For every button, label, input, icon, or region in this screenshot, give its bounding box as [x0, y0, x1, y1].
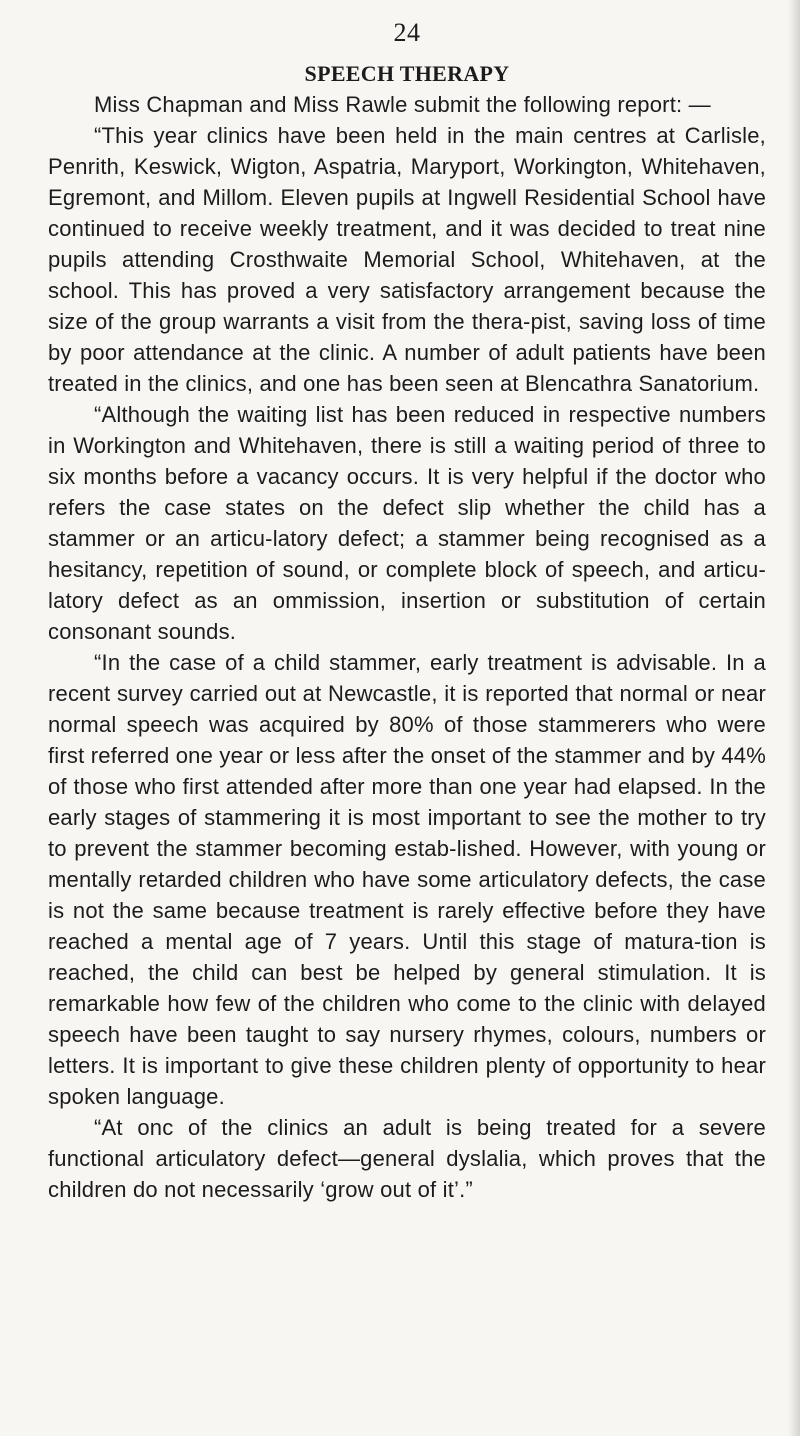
page-edge-shadow [788, 0, 800, 1436]
paragraph-stammer: “In the case of a child stammer, early treatment is advisable. In a recent survey carried out at Newcastle, it is reported that normal or near normal speech was acquired by 80% of those stammerers who were first referred one year or less after the onset of the stammer and by 44% of those who first attended after more than one year had elapsed. In the early stages of stammering it is most important to see the mother to try to prevent the stammer becoming estab-lished. However, with young or mentally retarded children who have some articulatory defects, the case is not the same because treatment is rarely effective before they have reached a mental age of 7 years. Until this stage of matura-tion is reached, the child can best be helped by general stimulation. It is remarkable how few of the children who come to the clinic with delayed speech have been taught to say nursery rhymes, colours, numbers or letters. It is important to give these children plenty of opportunity to hear spoken language. [48, 650, 766, 1109]
paragraph-clinics: “This year clinics have been held in the main centres at Carlisle, Penrith, Keswick, Wigton, Aspatria, Maryport, Workington, Whitehaven, Egremont, and Millom. Eleven pupils at Ingwell Residential School have continued to receive weekly treatment, and it was decided to treat nine pupils attending Crosthwaite Memorial School, Whitehaven, at the school. This has proved a very satisfactory arrangement because the size of the group warrants a visit from the thera-pist, saving loss of time by poor attendance at the clinic. A number of adult patients have been treated in the clinics, and one has been seen at Blencathra Sanatorium. [48, 123, 766, 396]
section-heading: SPEECH THERAPY [304, 61, 510, 86]
paragraph-waiting-list: “Although the waiting list has been reduced in respective numbers in Workington and Whitehaven, there is still a waiting period of three to six months before a vacancy occurs. It is very helpful if the doctor who refers the case states on the defect slip whether the child has a stammer or an articu-latory defect; a stammer being recognised as a hesitancy, repetition of sound, or complete block of speech, and articu-latory defect as an ommission, insertion or substitution of certain consonant sounds. [48, 402, 766, 644]
paragraph-intro: Miss Chapman and Miss Rawle submit the following report: — [94, 92, 711, 117]
report-body [48, 89, 766, 1205]
paragraph-adult-case: “At onc of the clinics an adult is being treated for a severe functional articulatory defect—general dyslalia, which proves that the children do not necessarily ‘grow out of it’.” [48, 1115, 766, 1202]
document-page [48, 0, 766, 1436]
page-number: 24 [393, 18, 421, 47]
